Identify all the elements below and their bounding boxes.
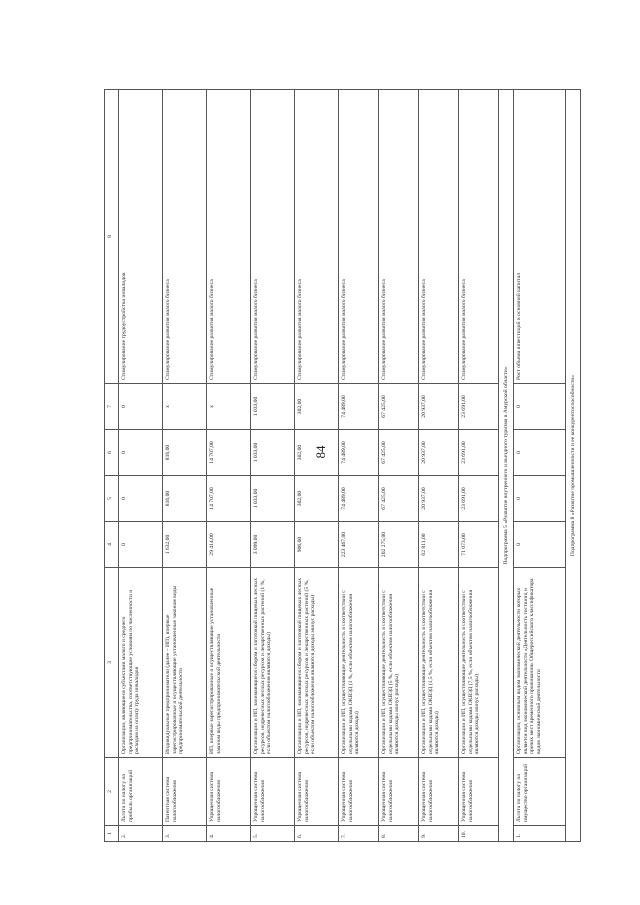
subprogram-row (499, 90, 514, 842)
value-col4: 1 632,00 (163, 522, 207, 568)
row-number: 10. (459, 826, 499, 842)
value-col5: 23 691,00 (459, 476, 499, 522)
col-number: 1 (105, 826, 119, 842)
value-col5: 1 033,00 (251, 476, 295, 522)
benefit-name: Льгота по налогу на имущество организаций (514, 758, 566, 826)
subprogram-5-title: Подпрограмма 5 «Развитие внутреннего и въездного туризма в Амурской области» (499, 90, 514, 842)
benefit-payers: ИП, впервые зарегистрированные и осуществляющие установленные законом виды предпринимательской деятельности (207, 568, 251, 758)
benefit-name: Упрощенная система налогообложения (419, 758, 459, 826)
benefit-goal: Стимулирование развития малого бизнеса (459, 90, 499, 384)
value-col4: 29 414,00 (207, 522, 251, 568)
benefit-payers: Индивидуальные предприниматели (далее – ИП), впервые зарегистрированные и осуществляющие установленные законом виды предпринимательской деятельности (163, 568, 207, 758)
benefit-name: Упрощенная система налогообложения (339, 758, 379, 826)
value-col4: 3 099,00 (251, 522, 295, 568)
value-col7: 74 489,00 (339, 384, 379, 430)
rotated-table (104, 90, 576, 842)
value-col4: 0 (119, 522, 163, 568)
benefit-name: Упрощенная система налогообложения (459, 758, 499, 826)
table-row (514, 90, 566, 842)
value-col6: 0 (119, 430, 163, 476)
tax-benefits-table (104, 89, 581, 842)
value-col7: 23 691,00 (459, 384, 499, 430)
value-col5: 0 (514, 476, 566, 522)
value-col6: 0 (514, 430, 566, 476)
table-row (459, 90, 499, 842)
row-number: 7. (339, 826, 379, 842)
row-number: 5. (251, 826, 295, 842)
row-number: 9. (419, 826, 459, 842)
value-col5: 0 (119, 476, 163, 522)
value-col5: 74 489,00 (339, 476, 379, 522)
benefit-name: Упрощенная система налогообложения (379, 758, 419, 826)
table-row (251, 90, 295, 842)
benefit-payers: Организации и ИП, осуществляющие деятельность в соответствии с отдельными кодами ОКВЭД (1,5 %, если объектом налогообложения являются доходы) (419, 568, 459, 758)
value-col4: 223 467,00 (339, 522, 379, 568)
row-number: 6. (295, 826, 339, 842)
value-col7: x (163, 384, 207, 430)
benefit-payers: Организации и ИП, занимающиеся сбором и заготовкой пищевых лесных ресурсов, недревесных лесных ресурсов и лекарственных растений (5 %, если объектом налогообложения являются доходы минус расходы) (295, 568, 339, 758)
row-number: 2. (119, 826, 163, 842)
benefit-goal: Стимулирование развития малого бизнеса (163, 90, 207, 384)
benefit-goal: Рост объема инвестиций в основной капитал (514, 90, 566, 384)
subprogram-8-title: Подпрограмма 8 «Развитие промышленности и ее конкурентоспособности» (566, 90, 581, 842)
value-col7: 1 033,00 (251, 384, 295, 430)
table-row (379, 90, 419, 842)
value-col6: 1 033,00 (251, 430, 295, 476)
value-col6: 74 489,00 (339, 430, 379, 476)
table-row (119, 90, 163, 842)
benefit-goal: Стимулирование развития малого бизнеса (207, 90, 251, 384)
benefit-payers: Организации и ИП, осуществляющие деятельность в соответствии с отдельными кодами ОКВЭД (5 %, если объектом налогообложения являются доходы минус расходы) (379, 568, 419, 758)
table-row (207, 90, 251, 842)
benefit-payers: Организации, основным видом экономической деятельности которых является вид экономической деятельности «Деятельность гостиниц и прочих мест временного проживания» Общероссийского классификатора видов экономической деятельности (514, 568, 566, 758)
value-col6: 302,00 (295, 430, 339, 476)
benefit-goal: Стимулирование развития малого бизнеса (379, 90, 419, 384)
value-col5: 302,00 (295, 476, 339, 522)
benefit-goal: Стимулирование трудоустройства инвалидов (119, 90, 163, 384)
benefit-name: Патентная система налогообложения (163, 758, 207, 826)
col-number: 6 (105, 430, 119, 476)
value-col4: 71 073,00 (459, 522, 499, 568)
benefit-payers: Организации и ИП, осуществляющие деятельность в соответствии с отдельными кодами ОКВЭД (7,5 %, если объектом налогообложения являются доходы минус расходы) (459, 568, 499, 758)
benefit-goal: Стимулирование развития малого бизнеса (295, 90, 339, 384)
table-container (104, 90, 576, 842)
value-col4: 62 811,00 (419, 522, 459, 568)
table-row (419, 90, 459, 842)
value-col6: 23 691,00 (459, 430, 499, 476)
benefit-payers: Организации, являющиеся субъектами малого и среднего предпринимательства, соответствующие условиям по численности и расходам на оплату труда инвалидов (119, 568, 163, 758)
col-number: 2 (105, 758, 119, 826)
col-number: 3 (105, 568, 119, 758)
value-col7: 0 (119, 384, 163, 430)
subprogram-row (566, 90, 581, 842)
value-col5: 20 937,00 (419, 476, 459, 522)
benefit-name: Упрощенная система налогообложения (295, 758, 339, 826)
value-col7: 302,00 (295, 384, 339, 430)
row-number: 3. (163, 826, 207, 842)
row-number: 4. (207, 826, 251, 842)
benefit-goal: Стимулирование развития малого бизнеса (419, 90, 459, 384)
value-col5: 67 425,00 (379, 476, 419, 522)
row-number: 8. (379, 826, 419, 842)
benefit-name: Льгота по налогу на прибыль организаций (119, 758, 163, 826)
benefit-name: Упрощенная система налогообложения (251, 758, 295, 826)
value-col6: 816,00 (163, 430, 207, 476)
benefit-payers: Организации и ИП, осуществляющие деятельность в соответствии с отдельными кодами ОКВЭД (1 %, если объектом налогообложения являются доходы) (339, 568, 379, 758)
table-body (105, 90, 581, 842)
value-col6: 67 425,00 (379, 430, 419, 476)
table-row (339, 90, 379, 842)
benefit-name: Упрощенная система налогообложения (207, 758, 251, 826)
col-number: 5 (105, 476, 119, 522)
page-number: 84 (313, 445, 328, 459)
col-number: 7 (105, 384, 119, 430)
value-col6: 20 937,00 (419, 430, 459, 476)
table-row (163, 90, 207, 842)
value-col4: 202 275,00 (379, 522, 419, 568)
value-col4: 0 (514, 522, 566, 568)
value-col5: 14 707,00 (207, 476, 251, 522)
value-col6: 14 707,00 (207, 430, 251, 476)
col-number: 4 (105, 522, 119, 568)
value-col7: x (207, 384, 251, 430)
col-number: 8 (105, 90, 119, 384)
table-row (295, 90, 339, 842)
value-col4: 906,00 (295, 522, 339, 568)
value-col7: 0 (514, 384, 566, 430)
row-number: 1. (514, 826, 566, 842)
benefit-payers: Организации и ИП, занимающиеся сбором и заготовкой пищевых лесных ресурсов, недревесных лесных ресурсов и лекарственных растений (1 %, если объектом налогообложения являются доходы) (251, 568, 295, 758)
value-col5: 816,00 (163, 476, 207, 522)
value-col7: 67 425,00 (379, 384, 419, 430)
benefit-goal: Стимулирование развития малого бизнеса (339, 90, 379, 384)
benefit-goal: Стимулирование развития малого бизнеса (251, 90, 295, 384)
column-number-row (105, 90, 119, 842)
value-col7: 20 937,00 (419, 384, 459, 430)
